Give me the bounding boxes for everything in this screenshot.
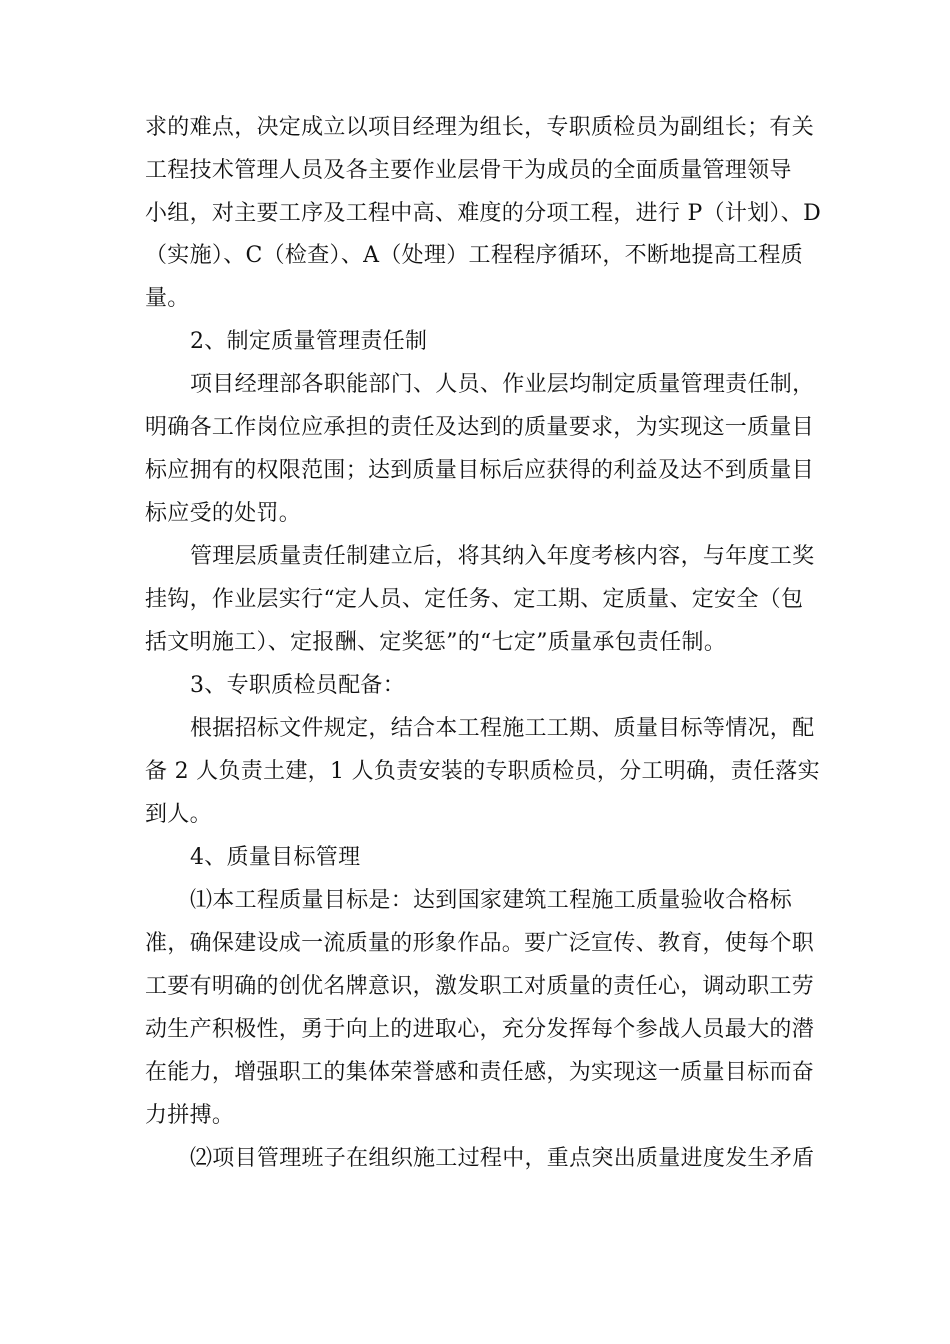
text-line: 工要有明确的创优名牌意识，激发职工对质量的责任心，调动职工劳 bbox=[145, 974, 815, 999]
text-line: （实施）、C（检查）、A（处理）工程程序循环，不断地提高工程质 bbox=[145, 243, 804, 268]
section-heading: 2、制定质量管理责任制 bbox=[190, 329, 428, 354]
section-heading: 4、质量目标管理 bbox=[190, 845, 361, 870]
text-line: 挂钩，作业层实行“定人员、定任务、定工期、定质量、定安全（包 bbox=[145, 587, 804, 612]
text-line: 根据招标文件规定，结合本工程施工工期、质量目标等情况，配 bbox=[190, 716, 815, 741]
text-line: 量。 bbox=[145, 286, 190, 311]
text-line: 备 2 人负责土建，1 人负责安装的专职质检员，分工明确，责任落实 bbox=[145, 759, 820, 784]
text-line: 在能力，增强职工的集体荣誉感和责任感，为实现这一质量目标而奋 bbox=[145, 1060, 815, 1085]
section-heading: 3、专职质检员配备： bbox=[190, 673, 405, 698]
text-line: 管理层质量责任制建立后，将其纳入年度考核内容，与年度工奖 bbox=[190, 544, 815, 569]
text-line: 准，确保建设成一流质量的形象作品。要广泛宣传、教育，使每个职 bbox=[145, 931, 815, 956]
text-line: 工程技术管理人员及各主要作业层骨干为成员的全面质量管理领导 bbox=[145, 158, 792, 183]
text-line: 求的难点，决定成立以项目经理为组长，专职质检员为副组长；有关 bbox=[145, 115, 815, 140]
text-line: ⑴本工程质量目标是：达到国家建筑工程施工质量验收合格标 bbox=[190, 888, 793, 913]
text-line: 力拼搏。 bbox=[145, 1103, 235, 1128]
text-line: 明确各工作岗位应承担的责任及达到的质量要求，为实现这一质量目 bbox=[145, 415, 815, 440]
text-line: 标应拥有的权限范围；达到质量目标后应获得的利益及达不到质量目 bbox=[145, 458, 815, 483]
text-line: ⑵项目管理班子在组织施工过程中，重点突出质量进度发生矛盾 bbox=[190, 1146, 815, 1171]
text-line: 标应受的处罚。 bbox=[145, 501, 302, 526]
text-line: 括文明施工）、定报酬、定奖惩”的“七定”质量承包责任制。 bbox=[145, 630, 727, 655]
text-line: 动生产积极性，勇于向上的进取心，充分发挥每个参战人员最大的潜 bbox=[145, 1017, 815, 1042]
text-line: 项目经理部各职能部门、人员、作业层均制定质量管理责任制， bbox=[190, 372, 815, 397]
text-line: 小组，对主要工序及工程中高、难度的分项工程，进行 P（计划）、D bbox=[145, 201, 822, 226]
text-line: 到人。 bbox=[145, 802, 212, 827]
